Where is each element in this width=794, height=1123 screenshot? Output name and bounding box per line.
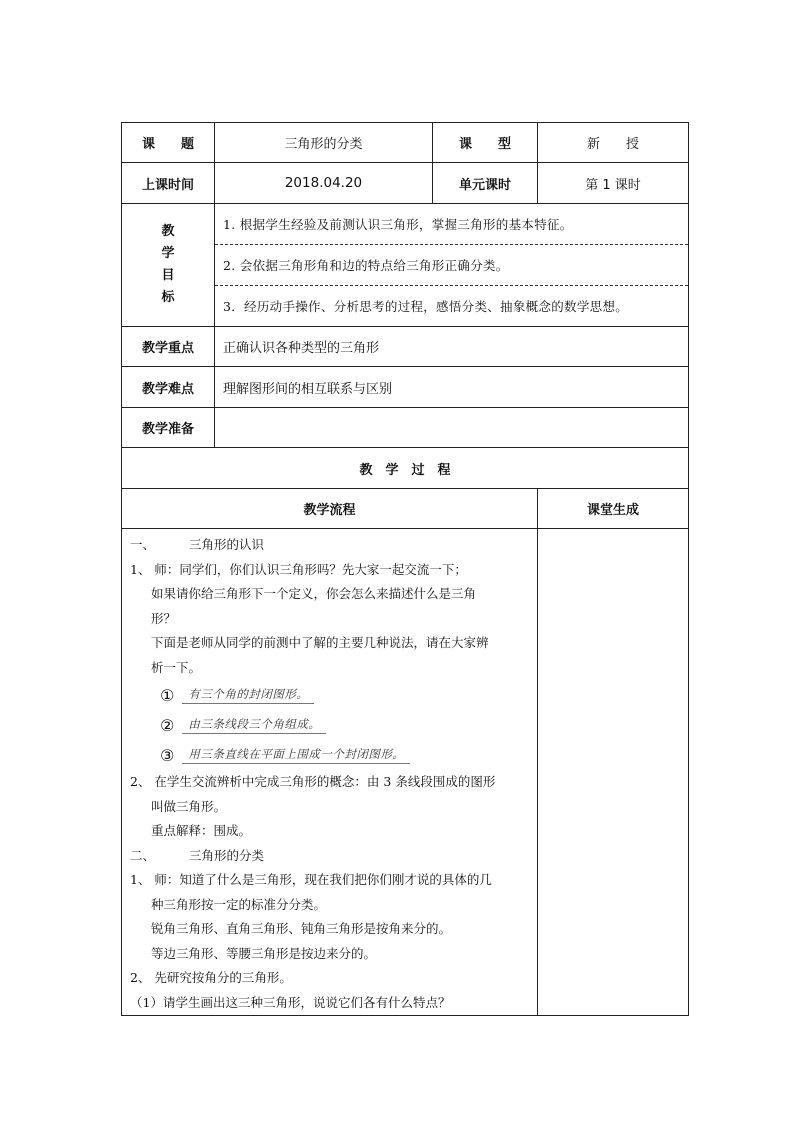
process-line: 形？ [151, 610, 177, 626]
process-line: 叫做三角形。 [151, 798, 227, 814]
key-points-label: 教学重点 [122, 327, 215, 367]
type-value: 新 授 [538, 123, 689, 163]
date-value: 2018.04.20 [215, 163, 433, 204]
process-line: 1、 师：知道了什么是三角形，现在我们把你们刚才说的具体的几 [130, 872, 492, 887]
handwritten-answer [122, 680, 537, 710]
topic-label: 课 题 [122, 123, 215, 163]
handwritten-text: 由三条线段三个角组成。 [182, 716, 326, 734]
handwritten-text: 用三条直线在平面上围成一个封闭图形。 [182, 746, 410, 764]
topic-value: 三角形的分类 [215, 123, 433, 163]
flow-header: 教学流程 [122, 489, 538, 529]
process-title: 教 学 过 程 [122, 448, 689, 489]
process-line: （1）请学生画出这三种三角形，说说它们各有什么特点？ [130, 994, 451, 1010]
process-line: 锐角三角形、直角三角形、钝角三角形是按角来分的。 [151, 921, 452, 936]
circled-number: ① [160, 685, 175, 705]
process-line: 析一下。 [151, 659, 202, 675]
objectives-label-char: 教 [161, 224, 175, 239]
section-title: 三角形的认识 [189, 537, 265, 552]
objective-item: 1. 根据学生经验及前测认识三角形，掌握三角形的基本特征。 [215, 204, 688, 245]
process-line: 等边三角形、等腰三角形是按边来分的。 [151, 945, 377, 961]
section-number: 一、 [130, 537, 156, 552]
handwritten-text: 有三个角的封闭图形。 [182, 686, 314, 704]
process-line: 下面是老师从同学的前测中了解的主要几种说法，请在大家辨 [151, 635, 489, 650]
objectives-label [122, 204, 215, 327]
objectives-label-char: 标 [161, 290, 175, 305]
circled-number: ③ [160, 745, 175, 765]
process-line: 1、 师：同学们，你们认识三角形吗？先大家一起交流一下； [130, 561, 467, 577]
circled-number: ② [160, 715, 175, 735]
unit-label: 单元课时 [433, 163, 538, 204]
objective-item: 2. 会依据三角形角和边的特点给三角形正确分类。 [215, 245, 688, 286]
section-heading [122, 533, 537, 558]
process-line: 2、 先研究按角分的三角形。 [130, 970, 292, 985]
difficulties-label: 教学难点 [122, 367, 215, 408]
process-content [122, 529, 538, 1016]
objectives-list [215, 204, 689, 327]
difficulties-value: 理解图形间的相互联系与区别 [215, 367, 689, 408]
handwritten-answer [122, 710, 537, 740]
objective-item: 3．经历动手操作、分析思考的过程，感悟分类、抽象概念的数学思想。 [223, 299, 629, 314]
handwritten-answer [122, 740, 537, 770]
objectives-label-char: 目 [161, 268, 175, 283]
lesson-plan-table [121, 122, 688, 1016]
unit-value: 第 1 课时 [538, 163, 689, 204]
preparation-label: 教学准备 [122, 408, 215, 448]
section-heading [122, 844, 537, 869]
preparation-value [215, 408, 689, 448]
process-line: 2、 在学生交流辨析中完成三角形的概念：由 3 条线段围成的图形 [130, 774, 496, 789]
section-number: 二、 [130, 847, 156, 863]
time-label: 上课时间 [122, 163, 215, 204]
type-label: 课 型 [433, 123, 538, 163]
result-content [538, 529, 689, 1016]
process-line: 种三角形按一定的标准分分类。 [151, 896, 327, 912]
result-header: 课堂生成 [538, 489, 689, 529]
objectives-label-char: 学 [161, 246, 175, 261]
process-line: 如果请你给三角形下一个定义，你会怎么来描述什么是三角 [151, 586, 477, 601]
section-title: 三角形的分类 [189, 847, 265, 863]
process-line: 重点解释：围成。 [151, 823, 252, 838]
key-points-value: 正确认识各种类型的三角形 [215, 327, 689, 367]
